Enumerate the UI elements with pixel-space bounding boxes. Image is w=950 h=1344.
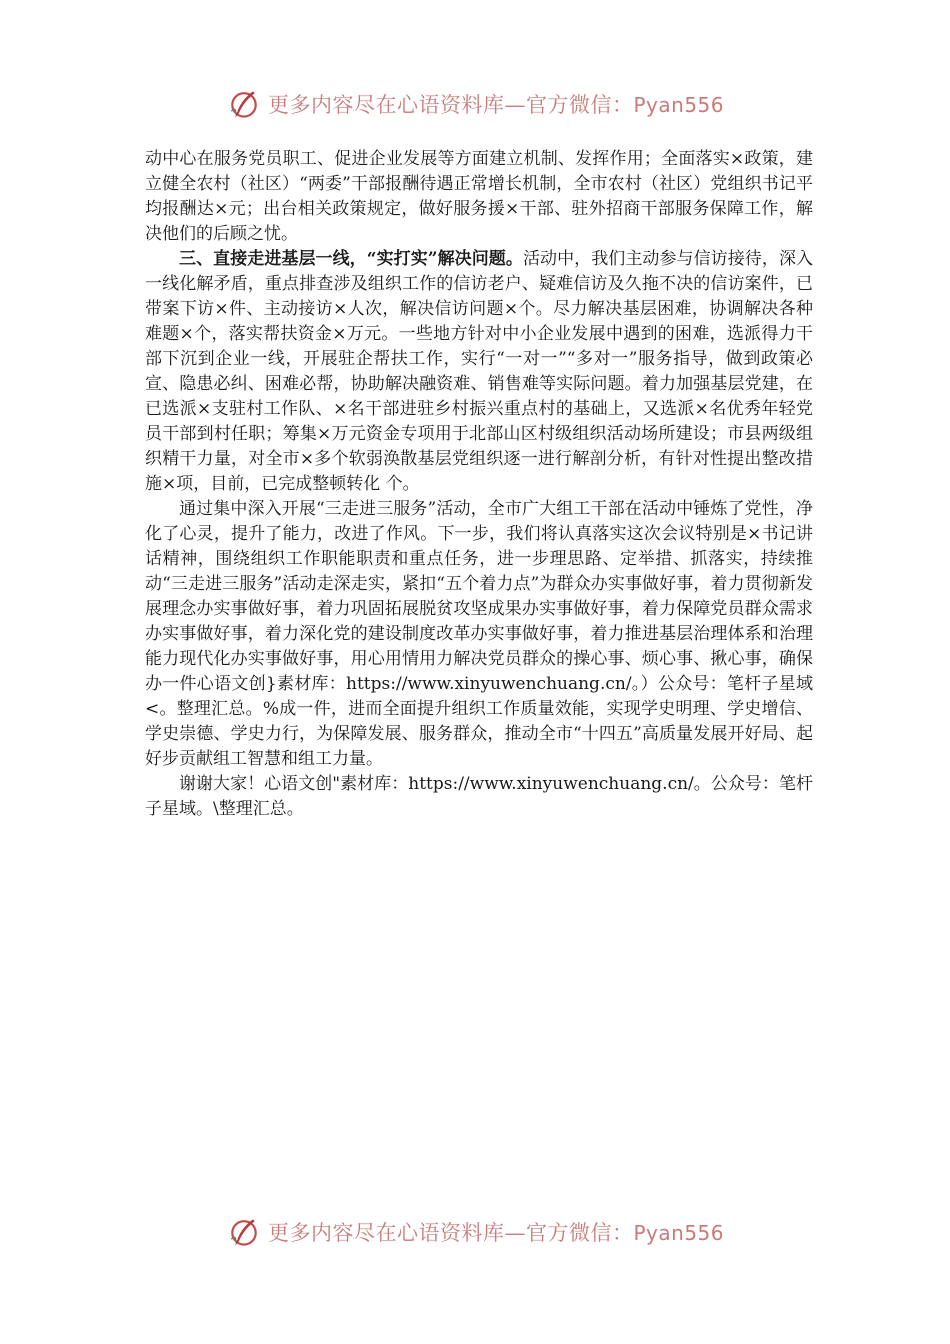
document-body bbox=[145, 147, 813, 822]
quill-logo-icon bbox=[226, 86, 262, 122]
banner-text-cn: 更多内容尽在心语资料库—官方微信： bbox=[267, 1221, 634, 1245]
quill-logo-icon bbox=[226, 1214, 262, 1250]
paragraph-2-body: 活动中，我们主动参与信访接待，深入一线化解矛盾，重点排查涉及组织工作的信访老户、疑难信访及久拖不决的信访案件，已带案下访×件、主动接访×人次，解决信访问题×个。尽力解决基层困难，协调解决各种难题×个，落实帮扶资金×万元。一些地方针对中小企业发展中遇到的困难，选派得力干部下沉到企业一线，开展驻企帮扶工作，实行“一对一”“多对一”服务指导，做到政策必宣、隐患必纠、困难必帮，协助解决融资难、销售难等实际问题。着力加强基层党建，在已选派×支驻村工作队、×名干部进驻乡村振兴重点村的基础上，又选派×名优秀年轻党员干部到村任职；筹集×万元资金专项用于北部山区村级组织活动场所建设；市县两级组织精干力量，对全市×多个软弱涣散基层党组织逐一进行解剖分析，有针对性提出整改措施×项，目前，已完成整顿转化 个。 bbox=[145, 249, 814, 494]
header-banner bbox=[0, 80, 950, 128]
paragraph-4: 谢谢大家！心语文创"素材库：https://www.xinyuwenchuang.cn/。公众号：笔杆子星域。\整理汇总。 bbox=[145, 774, 813, 819]
paragraph-1: 动中心在服务党员职工、促进企业发展等方面建立机制、发挥作用；全面落实×政策，建立健全农村（社区）“两委”干部报酬待遇正常增长机制，全市农村（社区）党组织书记平均报酬达×元；出台相关政策规定，做好服务援×干部、驻外招商干部服务保障工作，解决他们的后顾之忧。 bbox=[145, 149, 813, 244]
banner-text-id: Pyan556 bbox=[633, 1221, 724, 1245]
banner-text-cn: 更多内容尽在心语资料库—官方微信： bbox=[267, 93, 634, 117]
footer-banner bbox=[0, 1208, 950, 1256]
banner-text-id: Pyan556 bbox=[633, 93, 724, 117]
paragraph-2 bbox=[145, 247, 813, 497]
section-heading-3: 三、直接走进基层一线，“实打实”解决问题。 bbox=[179, 249, 523, 269]
paragraph-3: 通过集中深入开展“三走进三服务”活动，全市广大组工干部在活动中锤炼了党性，净化了心灵，提升了能力，改进了作风。下一步，我们将认真落实这次会议特别是×书记讲话精神，围绕组织工作职能职责和重点任务，进一步理思路、定举措、抓落实，持续推动“三走进三服务”活动走深走实，紧扣“五个着力点”为群众办实事做好事，着力贯彻新发展理念办实事做好事，着力巩固拓展脱贫攻坚成果办实事做好事，着力保障党员群众需求办实事做好事，着力深化党的建设制度改革办实事做好事，着力推进基层治理体系和治理能力现代化办实事做好事，用心用情用力解决党员群众的操心事、烦心事、揪心事，确保办一件心语文创}素材库：https://www.xinyuwenchuang.cn/。）公众号：笔杆子星域<。整理汇总。%成一件，进而全面提升组织工作质量效能，实现学史明理、学史增信、学史崇德、学史力行，为保障发展、服务群众，推动全市“十四五”高质量发展开好局、起好步贡献组工智慧和组工力量。 bbox=[145, 499, 813, 769]
